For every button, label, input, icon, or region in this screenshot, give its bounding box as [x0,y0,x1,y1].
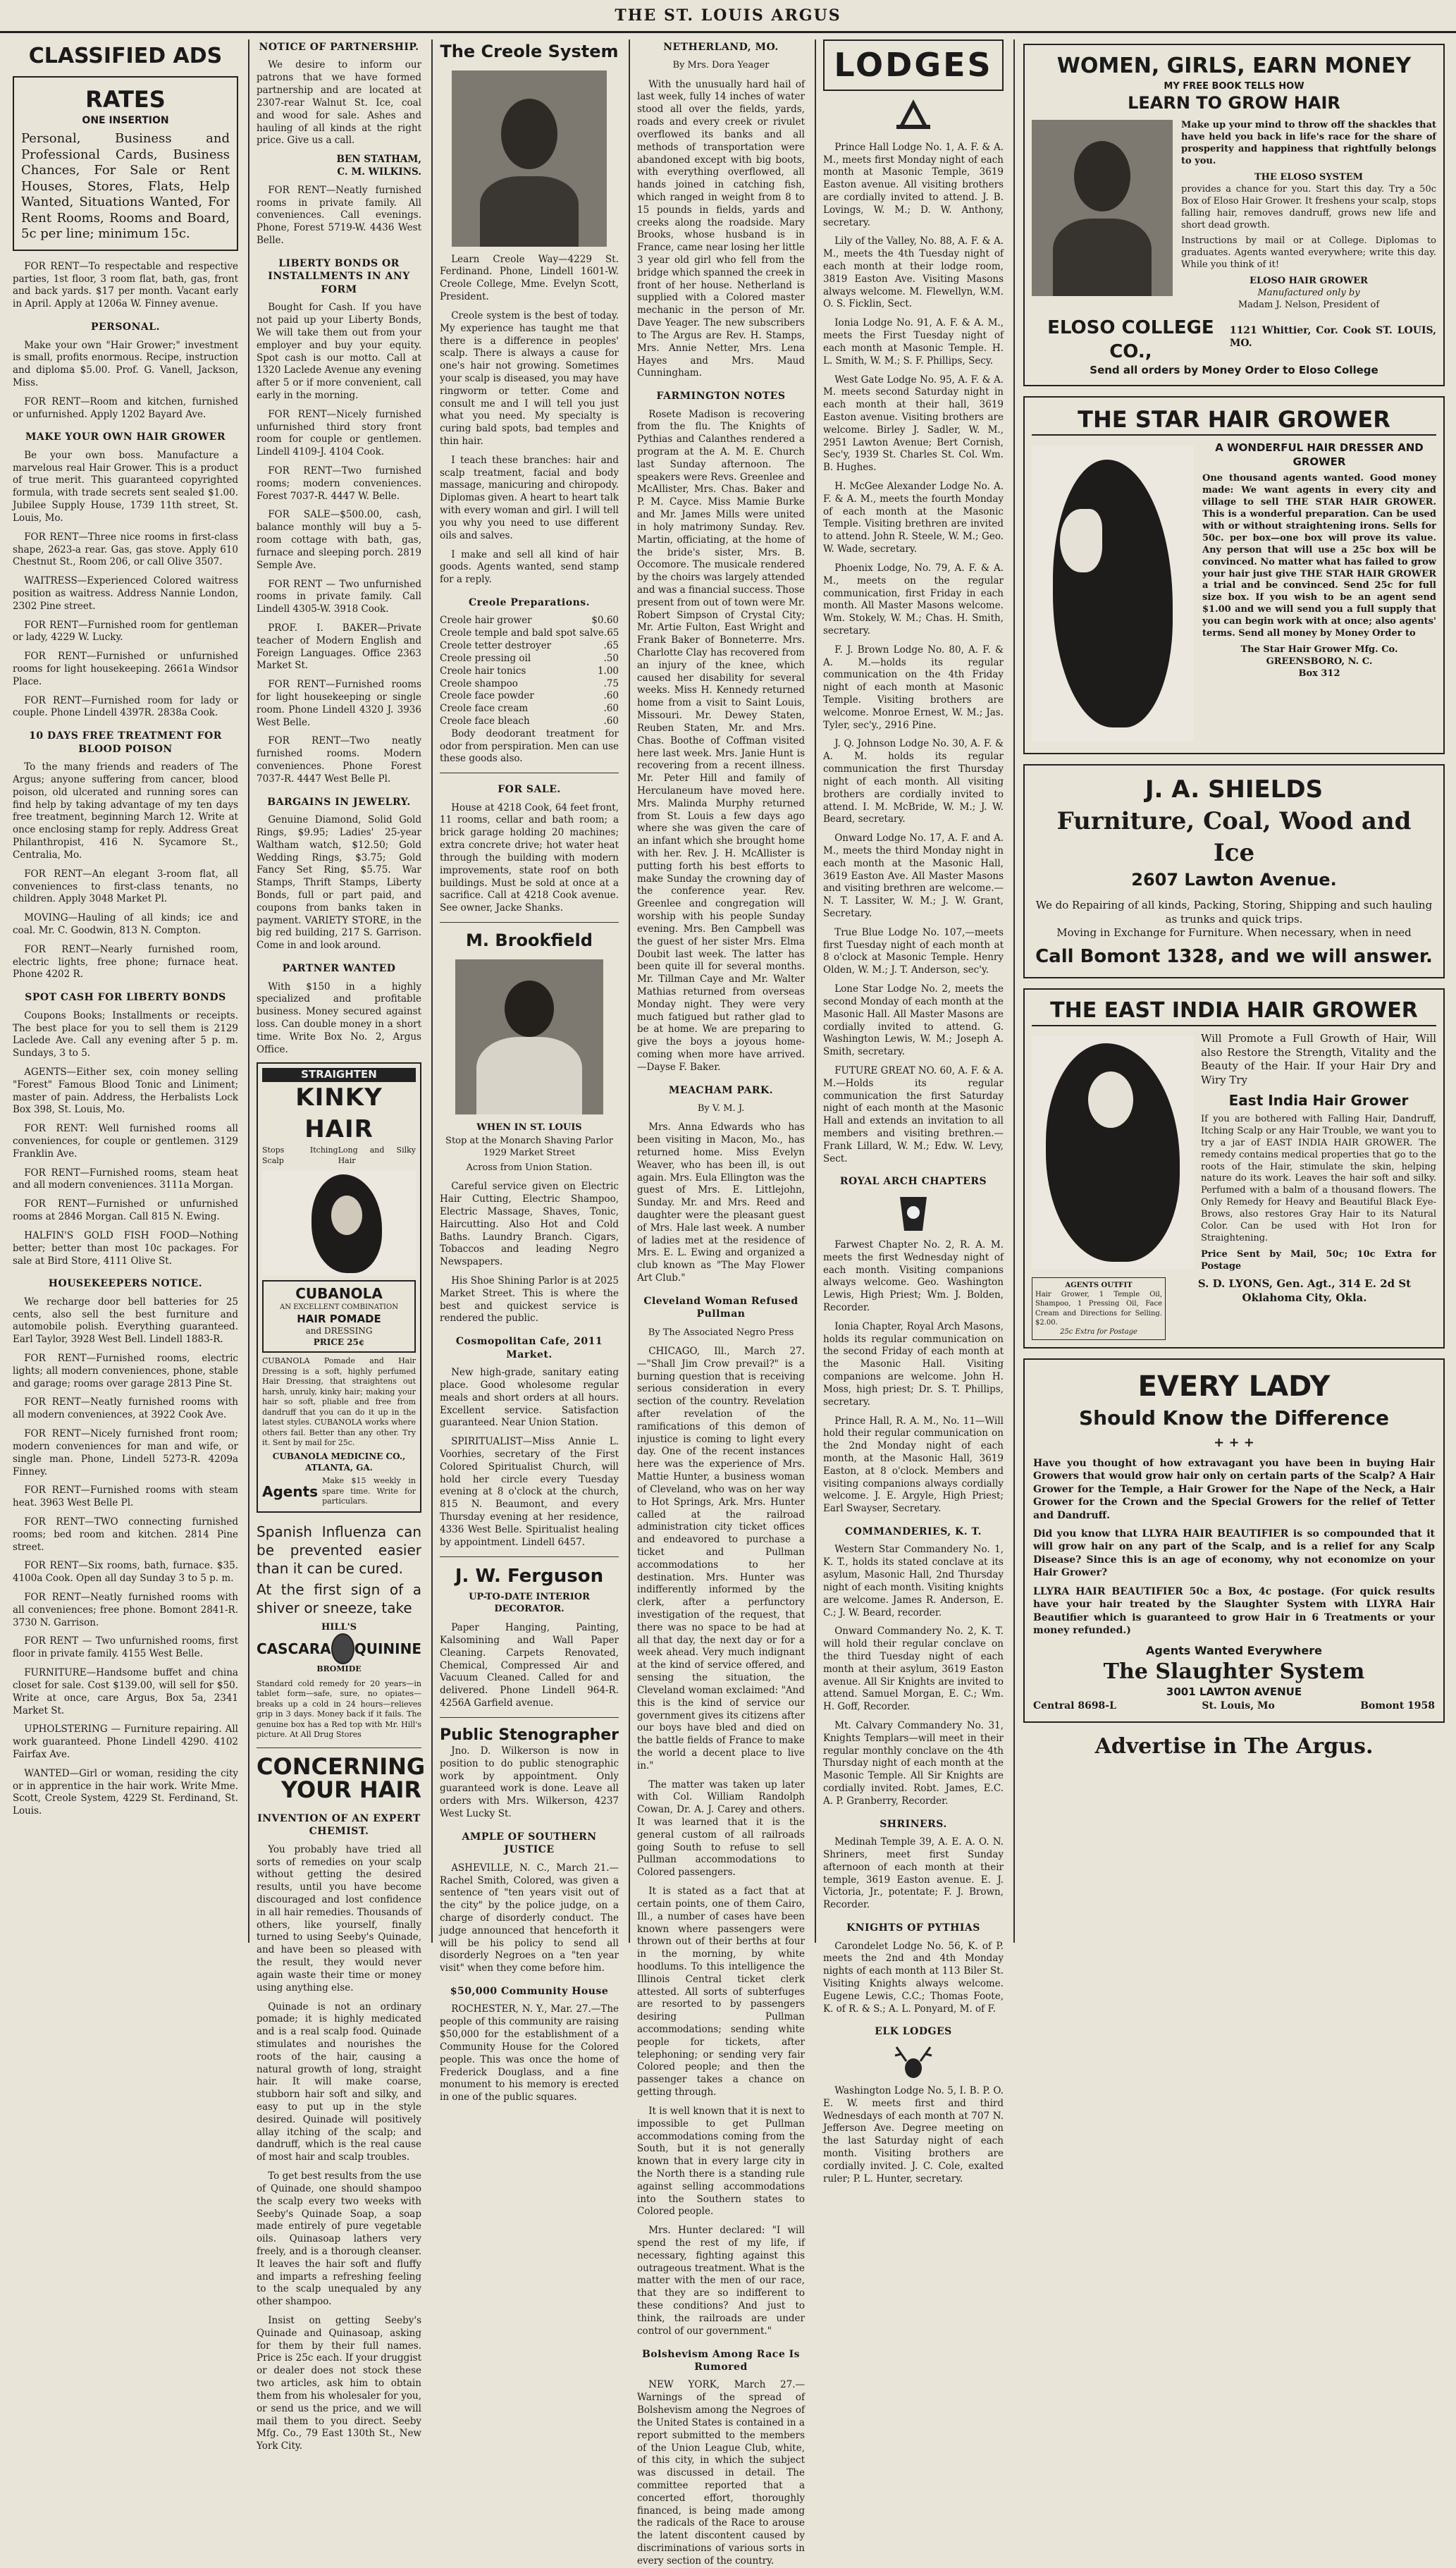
price-row [440,627,619,640]
section-heading: SPOT CASH FOR LIBERTY BONDS [25,992,226,1004]
lady-body: Did you know that LLYRA HAIR BEAUTIFIER is so compounded that it will grow hair on any part of the Scalp, and is a relief for any Scalp Disease? Since this is an age of economy, why not economize on your Hair Grower? [1033,1528,1435,1579]
mme-scott-photo [452,70,607,247]
east-name: East India Hair Grower [1228,1092,1409,1110]
classified-ad: FOR RENT—To respectable and respective parties, 1st floor, 3 room flat, bath, gas, front and back yards. $17 per month. Vacant early in April. Apply at 1206a W. Finney avenue. [13,260,238,310]
lodge-notice: Prince Hall, R. A. M., No. 11—Will hold their regular communication on the 2nd Monday night of each month, at the Masonic Hall, 3619 Easton, at 8 o'clock. Members and visiting companions always cordially welcome. J. E. Argyle, High Priest; Earl Swayser, Secretary. [823,1415,1004,1515]
ferguson-title: J. W. Ferguson [455,1565,604,1587]
madam-nelson-photo [1032,120,1173,296]
classified-ad: AGENTS—Either sex, coin money selling "Forest" Famous Blood Tonic and Liniment; master of pain. Address, the Herbalists Lock Box 398, St. Louis, Mo. [13,1066,238,1116]
section-heading: ROYAL ARCH CHAPTERS [839,1176,987,1188]
eloso-body: provides a chance for you. Start this day. Try a 50c Box of Eloso Hair Grower. It freshens your scalp, stops falling hair, removes dandruff, grows new life and short dead growth. [1181,183,1436,231]
agents-label: Agents [262,1482,319,1500]
lady-crosses: + + + [1214,1434,1254,1450]
price-item: Creole hair tonics [440,665,526,677]
kinky-ad-title: KINKY HAIR [295,1083,383,1144]
lodge-notice: True Blue Lodge No. 107,—meets first Tuesday night of each month at 8 o'clock at Masonic Temple. Henry Olden, W. M.; J. T. Anderson, sec'y. [823,926,1004,976]
cubanola-body: CUBANOLA Pomade and Hair Dressing is a soft, highly perfumed Hair Dressing, that straightens out harsh, unruly, kinky hair; making your hair so soft, pliable and free from dandruff that you can do it up in the latest styles. CUBANOLA works where others fail. Better than any other. Try it. Sent by mail for 25c. [262,1356,416,1448]
section-heading: $50,000 Community House [450,1986,609,1997]
price-item: Creole face bleach [440,715,530,727]
brookfield-caption: WHEN IN ST. LOUIS [476,1122,582,1133]
lodge-notice: Ionia Chapter, Royal Arch Masons, holds its regular communication on the second Friday of each month at the Masonic Hall. Visiting companions are welcome. John H. Moss, high priest; Dr. S. T. Phillips, secretary. [823,1320,1004,1408]
shields-ad [1023,764,1445,978]
classified-ad: FOR RENT—Furnished rooms, steam heat and all modern conveniences. 3111a Morgan. [13,1167,238,1191]
classified-ad: FOR RENT—Three nice rooms in first-class shape, 2623-a rear. Gas, gas stove. Apply 610 Chestnut St., Room 206, or call Olive 3507. [13,531,238,568]
lodge-notice: West Gate Lodge No. 95, A. F. & A. M. meets second Saturday night in each month at their hall, 3619 Easton avenue. Visiting brothers are welcome. Birley J. Sadler, W. M., 2951 Lawton Avenue; Bert Cornish, Sec'y, 1939 St. Charles St. Col. Wm. B. Hughes. [823,374,1004,474]
price-value: .65 [603,640,619,652]
kinky-ad-tagline-left: Stops Itching Scalp [262,1145,338,1165]
price-item: Creole shampoo [440,677,518,689]
east-agent [1173,1277,1436,1305]
price-row [440,690,619,703]
article-paragraph: Paper Hanging, Painting, Kalsomining and Wall Paper Cleaning. Carpets Renovated, Chemical, Compressed Air and Vacuum Cleaned. Called for and delivered. Phone Lindell 964-R. 4256A Garfield avenue. [440,1622,619,1709]
hills-logo-left: CASCARA [257,1640,331,1657]
article-paragraph: His Shoe Shining Parlor is at 2025 Market Street. This is where the best and quickest service is rendered the public. [440,1274,619,1325]
price-list [440,615,619,727]
east-body: If you are bothered with Falling Hair, Dandruff, Itching Scalp or any Hair Trouble, we want you to try a jar of EAST INDIA HAIR GROWER. The remedy contains medical properties that go to the roots of the Hair, stimulate the skin, helping nature do its work. Leaves the hair soft and silky. Perfumed with a balm of a thousand flowers. The Only Remedy for Heavy and Beautiful Black Eye-Brows, also restores Gray Hair to its Natural Color. Can be used with Hot Iron for Straightening. [1201,1114,1436,1243]
stenographer-title: Public Stenographer [440,1726,619,1744]
classified-ad: FOR RENT—Six rooms, bath, furnace. $35. 4100a Cook. Open all day Sunday 3 to 5 p. m. [13,1560,238,1585]
east-price: Price Sent by Mail, 50c; 10c Extra for Postage [1201,1248,1436,1272]
classified-ad: FOR RENT—Room and kitchen, furnished or unfurnished. Apply 1202 Bayard Ave. [13,395,238,420]
lodges-title: LODGES [834,46,993,84]
kinky-ad-tagline-right: Long and Silky Hair [338,1145,416,1165]
eloso-address: 1121 Whittier, Cor. Cook ST. LOUIS, MO. [1229,324,1436,350]
section-heading: KNIGHTS OF PYTHIAS [846,1922,980,1934]
kinky-ad-top: STRAIGHTEN [262,1068,416,1082]
price-value: $0.60 [591,615,619,627]
classified-ad: FOR RENT—Neatly furnished rooms with all conveniences; free phone. Bomont 2841-R. 3730 N. Garrison. [13,1592,238,1628]
eloso-text [1181,120,1436,311]
star-row [1032,441,1436,746]
slaughter-phone: Central 8698-L [1033,1700,1116,1712]
classified-ad: FURNITURE—Handsome buffet and china closet for sale. Cost $139.00, will sell for $50. Write at once, care Argus, Box 5a, 2341 Market St. [13,1667,238,1716]
influenza-ad-text: Spanish Influenza can be prevented easier than it can be cured. [257,1523,421,1577]
section-heading: BARGAINS IN JEWELRY. [267,796,411,808]
lodge-notice: Lone Star Lodge No. 2, meets the second Monday of each month at the Masonic Hall. All Master Masons are cordially invited to attend. G. Washington Lewis, W. M.; Joseph A. Smith, secretary. [823,983,1004,1058]
display-ads-column [1013,39,1449,1943]
star-subtitle: A WONDERFUL HAIR DRESSER AND GROWER [1215,441,1424,468]
price-row [440,665,619,678]
eloso-subline: MY FREE BOOK TELLS HOW [1164,80,1304,92]
star-title: THE STAR HAIR GROWER [1032,405,1436,436]
classified-ad: With $150 in a highly specialized and profitable business. Money secured against loss. Can double money in a short time. Write Box No. 2, Argus Office. [257,981,421,1055]
east-row [1032,1032,1436,1273]
slaughter-address: 3001 LAWTON AVENUE [1166,1685,1302,1699]
hills-logo-top: HILL'S [321,1621,357,1633]
east-lead: Will Promote a Full Growth of Hair, Will also Restore the Strength, Vitality and the Beauty of the Hair. If your Hair Dry and Wiry Try [1201,1032,1436,1086]
section-heading: PERSONAL. [90,321,160,333]
kinky-ad-taglines [262,1145,416,1166]
classified-ad: FOR RENT—Furnished rooms for light housekeeping or single room. Phone Lindell 4320 J. 3936 West Belle. [257,679,421,728]
classified-ad: FOR RENT—Nearly furnished room, electric lights, free phone; furnace heat. Phone 4202 R. [13,943,238,981]
price-row [440,640,619,653]
classified-ad: FOR RENT—Neatly furnished rooms with all modern conveniences, at 3922 Cook Ave. [13,1396,238,1421]
lodge-notice: F. J. Brown Lodge No. 80, A. F. & A. M.—holds its regular communication on the 4th Friday night of each month at Masonic Temple. Visiting brothers are welcome. Monroe Ernest, W. M.; Jas. Tyler, sec'y., 2916 Pine. [823,644,1004,731]
price-value: .65 [603,627,619,639]
section-heading: AMPLE OF SOUTHERN JUSTICE [462,1831,597,1856]
lodge-list [823,142,1004,1166]
shields-name: J. A. SHIELDS [1145,775,1324,804]
eloso-system: THE ELOSO SYSTEM [1254,171,1364,183]
article-paragraph: The matter was taken up later with Col. William Randolph Cowan, Dr. A. J. Carey and others. It was learned that it is the general custom of all railroads going South to refuse to sell Pullman accommodations to Colored passengers. [637,1778,805,1879]
classified-ad: MOVING—Hauling of all kinds; ice and coal. Mr. C. Goodwin, 813 N. Compton. [13,912,238,936]
classified-ad: To the many friends and readers of The Argus; anyone suffering from cancer, blood poison, old ulcerated and running sores can find help by taking advantage of my ten days free treatment, beginning March 12. Write at once enclosing stamp for reply. Address Great Philanthropist, 416 N. Sycamore St., Centralia, Mo. [13,761,238,861]
article-paragraph: Mrs. Anna Edwards who has been visiting in Macon, Mo., has returned home. Miss Evelyn Weaver, who has been ill, is out again. Mrs. Eula Ellington was the guest of Mrs. E. Littlejohn, Sunday. Mr. and Mrs. Reed and daughter were the pleasant guest of Mrs. Hale last week. A number of ladies met at the residence of Mrs. E. L. Ewing and organized a club known as "The May Flower Art Club." [637,1122,805,1284]
shields-body: Moving in Exchange for Furniture. When necessary, when in need [1056,926,1412,940]
price-item: Creole hair grower [440,615,532,627]
cubanola-brand: CUBANOLA [295,1285,383,1303]
classified-column [6,39,245,1943]
news-column [629,39,812,2567]
commandery-list [823,1544,1004,1807]
hills-logo-right: QUININE [354,1640,421,1657]
shields-body: We do Repairing of all kinds, Packing, Storing, Shipping and such hauling as trunks and quick trips. [1035,898,1433,926]
cubanola-jar [262,1280,416,1353]
rates-body: Personal, Business and Professional Cards, Business Chances, For Sale or Rent Houses, Stores, Flats, Help Wanted, Situations Wanted, For Rent Rooms, Rooms and Board, 5c per line; minimum 15c. [21,131,230,242]
classified-ad: WANTED—Girl or woman, residing the city or in apprentice in the hair work. Write Mme. Scott, Creole System, 4229 St. Ferdinand, St. Louis. [13,1767,238,1817]
section-heading: LIBERTY BONDS OR INSTALLMENTS IN ANY FORM [268,257,410,295]
star-body: One thousand agents wanted. Good money made: We want agents in every city and village to sell THE STAR HAIR GROWER. This is a wonderful preparation. Can be used with or without straightening irons. Sells for 50c. per box—one box will prove its value. Any person that will use a 25c box will be convinced. No matter what has failed to grow your hair just give THE STAR HAIR GROWER a trial and be convinced. Send 25c for full size box. If you wish to be an agent send $1.00 and we will send you a full supply that you can begin work with at once; also agents' terms. Send all money by Money Order to [1202,473,1436,639]
section-heading: SHRINERS. [880,1818,947,1830]
section-heading: Cleveland Woman Refused Pullman [643,1295,798,1320]
east-agent-city: Oklahoma City, Okla. [1242,1291,1367,1304]
article-paragraph: Careful service given on Electric Hair Cutting, Electric Shampoo, Electric Massage, Shaves, Tonic, Haircutting. Also Hot and Cold Baths. Laundry Branch. Cigars, Tobaccos and leading Negro Newspapers. [440,1181,619,1268]
brookfield-title: M. Brookfield [466,930,593,950]
article-paragraph: Quinade is not an ordinary pomade; it is highly medicated and is a real scalp food. Quinade stimulates and nourishes the roots of the hair, causing a natural growth of long, straight hair. It will make coarse, stubborn hair soft and silky, and easy to put up in the style desired. Quinade will positively allay itching of the scalp; and dandruff, which is the real cause of most hair and scalp troubles. [257,2001,421,2163]
classified-ad: FOR RENT—Furnished room for gentleman or lady, 4229 W. Lucky. [13,619,238,644]
price-value: .75 [603,677,619,689]
article-paragraph: CHICAGO, Ill., March 27.—"Shall Jim Crow prevail?" is a burning question that is receiving serious consideration in every section of the country. Revelation after revelation of the ramifications of this demon of injustice is coming to light every day. One of the recent instances here was the experience of Mrs. Mattie Hunter, a business woman of Cleveland, who was on her way to Hot Springs, Ark. Mrs. Hunter called at the railroad administration city ticket offices and endeavored to purchase a ticket and Pullman accommodations to her destination. Mrs. Hunter was indifferently informed by the clerk, after a perfunctory investigation of the request, that there was no space to be had at all that day, the next day or for a week ahead. Very much indignant at the kind of service offered, and sensing the situation, the Cleveland woman exclaimed: "And this is the kind of service our government gives its citizens after our boys have bled and died on the battle fields of France to make the world a decent place to live in." [637,1345,805,1771]
lodge-notice: Mt. Calvary Commandery No. 31, Knights Templars—will meet in their regular monthly conclave on the 4th Thursday night of each month at the Masonic Temple. All Sir Knights are cordially invited. Robt. James, E.C. A. P. Granberry, Recorder. [823,1720,1004,1807]
square-compass-icon [892,97,934,136]
lady-body: Have you thought of how extravagant you have been in buying Hair Growers that would grow hair only on certain parts of the Scalp? A Hair Grower for the Temple, a Hair Grower for the Nape of the Neck, a Hair Grower for the Crown and the Special Growers for the relief of Tetter and Dandruff. [1033,1457,1435,1521]
lady-subtitle: Should Know the Difference [1078,1406,1390,1430]
article-paragraph: To get best results from the use of Quinade, one should shampoo the scalp every two weeks with Seeby's Quinade Soap, a soap made entirely of pure vegetable oils. Quinasoap lathers very freely, and is a thorough cleanser. It leaves the hair soft and fluffy and imparts a refreshing feeling to the scalp unequaled by any other shampoo. [257,2170,421,2308]
section-heading: FARMINGTON NOTES [656,391,786,403]
east-india-ad [1023,988,1445,1348]
lady-body: LLYRA HAIR BEAUTIFIER 50c a Box, 4c postage. (For quick results have your hair treated by the Slaughter System with LLYRA Hair Beautifier which is guaranteed to grow Hair in 6 Treatments or your money refunded.) [1033,1585,1435,1637]
price-value: .60 [603,715,619,727]
byline: By V. M. J. [697,1103,745,1114]
price-item: Creole face powder [440,690,534,702]
section-heading: ELK LODGES [875,2026,952,2038]
section-heading: Bolshevism Among Race Is Rumored [641,2348,801,2373]
lady-title: EVERY LADY [1137,1370,1331,1403]
eloso-ad [1023,44,1445,386]
star-text [1202,441,1436,746]
east-footer [1032,1277,1436,1340]
classified-title: CLASSIFIED ADS [28,44,223,68]
agents-outfit-box [1032,1277,1166,1340]
price-item: Creole face cream [440,703,529,715]
shields-trade: Furniture, Coal, Wood and Ice [1056,807,1412,868]
classified-ad: FOR RENT—TWO connecting furnished rooms; bed room and kitchen. 2814 Pine street. [13,1516,238,1553]
classified-ad: HALFIN'S GOLD FISH FOOD—Nothing better; better than most 10c packages. For sale at Bird Store, 4111 Olive St. [13,1229,238,1267]
cubanola-price: PRICE 25¢ [313,1337,365,1348]
hills-logo-bottom: BROMIDE [316,1664,362,1674]
slaughter-city: St. Louis, Mo [1202,1700,1275,1712]
notice-body: We desire to inform our patrons that we have formed partnership and are located at 2307-rear Walnut St. Ice, coal and wood for sale. Ashes and hauling of all kinds at the right price. Give us a call. [257,59,421,147]
classified-ad: FOR RENT—Furnished rooms, electric lights; all modern conveniences, phone, stable and garage; rooms over garage 2813 Pine St. [13,1353,238,1389]
classified-ad: Bought for Cash. If you have not paid up your Liberty Bonds, We will take them out from your employer and buy your equity. Spot cash is our motto. Call at 1320 Laclede Avenue any evening after 5 or if more convenient, call early in the morning. [257,302,421,401]
price-value: .50 [603,652,619,664]
slaughter-name: The Slaughter System [1103,1659,1365,1684]
price-row [440,703,619,715]
cubanola-agents [262,1476,416,1507]
price-value: .60 [603,703,619,715]
concerning-title: CONCERNING [257,1752,426,1780]
shields-call: Call Bomont 1328, and we will answer. [1035,946,1433,968]
cubanola-line: AN EXCELLENT COMBINATION [280,1303,398,1312]
classified-ad: FOR RENT — Two unfurnished rooms in private family. Call Lindell 4305-W. 3918 Cook. [257,578,421,615]
classified-ad: FOR RENT—Nicely furnished unfurnished third story front room for couple or gentlemen. Lindell 4109-J. 4104 Cook. [257,408,421,458]
star-box: Box 312 [1298,668,1340,679]
article-paragraph: House at 4218 Cook, 64 feet front, 11 rooms, cellar and bath room; a brick garage holding 20 machines; extra concrete drive; hot water heat through the building with modern improvements, state roof on both buildings. Must be sold at once at a sacrifice. Call at 4218 Cook avenue. See owner, Jacke Shanks. [440,801,619,914]
classified-ad: FOR RENT—Neatly furnished rooms in private family. All conveniences. Call evenings. Phone, Forest 5719-W. 4436 West Belle. [257,184,421,247]
classified-ad: FOR SALE—$500.00, cash, balance monthly will buy a 5-room cottage with bath, gas, furnace and sleeping porch. 2819 Semple Ave. [257,509,421,571]
article-paragraph: Creole system is the best of today. My experience has taught me that there is a difference in peoples' scalp. There is always a cause for one's hair not growing. Sometimes your scalp is diseased, you may have ringworm or tetter. Come and consult me and I will tell you just what you need. My specialty is curing bald spots, bad temples and thin hair. [440,309,619,448]
price-value: 1.00 [597,665,619,677]
article-paragraph: It is stated as a fact that at certain points, one of them Cairo, Ill., a number of cases have been known where passengers were thrown out of their berths at four in the morning, by white hoodlums. To this intelligence the Illinois Central ticket clerk attested. All sorts of subterfuges are resorted to by passengers desiring Pullman accommodations; sending white people for tickets, after telephoning; or sending very fair Colored people; and then the passenger takes a chance on getting through. [637,1886,805,2099]
eloso-learn: LEARN TO GROW HAIR [1128,92,1340,113]
hills-logo [257,1621,421,1675]
slaughter-phone: Bomont 1958 [1360,1700,1435,1712]
classified-ad: FOR RENT—Furnished or unfurnished rooms for light housekeeping. 2661a Windsor Place. [13,651,238,687]
lodge-notice: Prince Hall Lodge No. 1, A. F. & A. M., meets first Monday night of each month at Masonic Temple, 3619 Easton avenue. All visiting brothers are cordially invited to attend. J. B. Lovings, W. M.; D. W. Anthony, secretary. [823,141,1004,228]
slaughter-footer [1033,1700,1435,1712]
price-item: Creole pressing oil [440,652,531,664]
outfit-postage: 25c Extra for Postage [1060,1327,1137,1336]
classified-ad: FOR RENT—Two furnished rooms; modern conveniences. Forest 7037-R. 4447 W. Belle. [257,465,421,502]
brookfield-photo [455,959,603,1114]
classified-ad: Coupons Books; Installments or receipts. The best place for you to sell them is 2129 Laclede Ave. Call any evening after 5 p. m. Sundays, 3 to 5. [13,1009,238,1059]
influenza-ad-text: At the first sign of a shiver or sneeze, take [257,1580,421,1616]
hills-logo-row [257,1633,421,1664]
section-heading: Creole Preparations. [468,596,591,608]
price-row [440,678,619,691]
price-row [440,653,619,665]
eloso-mfg: Manufactured only by [1257,288,1360,298]
classified-ad: PROF. I. BAKER—Private teacher of Modern English and Foreign Languages. Office 2363 Market St. [257,622,421,672]
outfit-title: AGENTS OUTFIT [1065,1282,1133,1290]
eloso-body: Make up your mind to throw off the shackles that have held you back in life's race for the share of prosperity and happiness that rightfully belongs to you. [1181,120,1436,167]
eloso-product: ELOSO HAIR GROWER [1250,276,1368,287]
lodge-notice: Lily of the Valley, No. 88, A. F. & A. M., meets the 4th Tuesday night of each month at their lodge room, 3819 Easton Ave. Visiting Masons always welcome. M. Flewellyn, W.M. O. S. Ficklin, Sect. [823,235,1004,310]
eloso-footer [1032,316,1436,364]
lodge-notice: Onward Lodge No. 17, A. F. and A. M., meets the third Monday night in each month at the Masonic Hall, 3619 Easton Ave. All Master Masons and visiting brethren are welcome.—N. T. Lassiter, W. M.; J. W. Grant, Secretary. [823,833,1004,920]
article-paragraph: ASHEVILLE, N. C., March 21.—Rachel Smith, Colored, was given a sentence of "ten years visit out of the city" by the police judge, on a charge of disorderly conduct. The judge announced that henceforth it will be his policy to send all disorderly Negroes on a "ten year visit" when they come before him. [440,1862,619,1974]
eloso-row [1032,120,1436,311]
ferguson-subtitle: UP-TO-DATE INTERIOR DECORATOR. [469,1591,590,1614]
masthead: THE ST. LOUIS ARGUS [0,0,1456,33]
long-hair-illustration [1032,1036,1194,1269]
lodge-notice: Carondelet Lodge No. 56, K. of P. meets the 2nd and 4th Monday nights of each month at 113 Biler St. Visiting Knights always welcome. Eugene Lewis, C.C.; Thomas Foote, K. of R. & S.; A. L. Ponyard, M. of F. [823,1940,1004,2015]
section-heading: NETHERLAND, MO. [663,42,779,53]
article-paragraph: Body deodorant treatment for odor from perspiration. Men can use these goods also. [440,727,619,765]
classified-ad: FOR RENT—Two neatly furnished rooms. Modern conveniences. Phone Forest 7037-R. 4447 West Belle Pl. [257,735,421,785]
section-heading: Cosmopolitan Cafe, 2011 Market. [455,1336,603,1360]
star-address: GREENSBORO, N. C. [1266,656,1373,667]
east-text [1201,1032,1436,1273]
classified-ad: WAITRESS—Experienced Colored waitress position as waitress. Address Nannie London, 2302 Pine street. [13,575,238,612]
article-paragraph: You probably have tried all sorts of remedies on your scalp without getting the desired results, until you have become discouraged and lost confidence in all hair remedies. Thousands of others, like yourself, finally turned to using Seeby's Quinade, and have been so pleased with the result, they would never again waste their time or money using anything else. [257,1843,421,1993]
article-paragraph: Jno. D. Wilkerson is now in position to do public stenographic work by appointment. Only guaranteed work is done. Leave all orders with Mrs. Wilkerson, 4237 West Lucky St. [440,1745,619,1819]
price-item: Creole tetter destroyer [440,640,552,652]
classified-ad: FOR RENT—Furnished rooms with steam heat. 3963 West Belle Pl. [13,1485,238,1509]
lodge-notice: J. Q. Johnson Lodge No. 30, A. F. & A. M. holds its regular communication the first Thursday night of each month. All visiting brothers are cordially invited to attend. I. M. McBride, W. M.; J. W. Beard, secretary. [823,738,1004,825]
lady-agents: Agents Wanted Everywhere [1146,1643,1322,1657]
classified-ad: FOR RENT—Furnished or unfurnished rooms at 2846 Morgan. Call 815 N. Ewing. [13,1198,238,1223]
article-paragraph: I teach these branches: hair and scalp treatment, facial and body massage, manicuring and chiropody. Diplomas given. A heart to heart talk with every woman and girl. I will tell you why you need to use different oils and salves. [440,454,619,541]
lodges-title-box [823,39,1004,91]
cubanola-company: CUBANOLA MEDICINE CO., ATLANTA, GA. [272,1451,406,1473]
creole-column [431,39,626,2103]
notice-signature: BEN STATHAM, [336,154,421,166]
lodge-notice: Western Star Commandery No. 1, K. T., holds its stated conclave at its asylum, Masonic Hall, 2nd Thursday night of each month. Visiting knights are welcome. James R. Anderson, E. C.; J. W. Beard, recorder. [823,1544,1004,1618]
outfit-body: Hair Grower, 1 Temple Oil, Shampoo, 1 Pressing Oil, Face Cream and Directions for Selling. $2.00. [1035,1291,1162,1327]
classified-ad: Be your own boss. Manufacture a marvelous real Hair Grower. This is a product of true merit. This guaranteed copyrighted formula, with trade secrets sent sealed $1.00. Jubilee Supply House, 1739 11th street, St. Louis, Mo. [13,449,238,524]
lodge-notice: Medinah Temple 39, A. E. A. O. N. Shriners, meet first Sunday afternoon of each month at their temple, 3619 Easton avenue. E. J. Victoria, Jr., potentate; F. J. Brown, Recorder. [823,1836,1004,1911]
section-heading: 10 DAYS FREE TREATMENT FOR BLOOD POISON [29,730,222,755]
shields-address: 2607 Lawton Avenue. [1131,870,1337,890]
east-title: THE EAST INDIA HAIR GROWER [1032,997,1436,1026]
lodge-notice: FUTURE GREAT NO. 60, A. F. & A. M.—Holds its regular communication the first Saturday night of each month at the Masonic Hall and extends an invitation to all members and visiting brethren.—Frank Lillard, W. M.; Edw. W. Levy, Sect. [823,1064,1004,1165]
chapter-list [823,1239,1004,1516]
article-paragraph: NEW YORK, March 27.—Warnings of the spread of Bolshevism among the Negroes of the United States is contained in a report submitted to the members of the Union League Club, white, of this city, in which the subject was discussed in detail. The committee reported that a concerted effort, thoroughly financed, is being made among the radicals of the Race to arouse the latent discontent caused by discriminations of various sorts in every section of the country. [637,2379,805,2567]
cubanola-line: HAIR POMADE [297,1312,381,1325]
lodge-notice: H. McGee Alexander Lodge No. A. F. & A. M., meets the fourth Monday of each month at the Masonic Temple. Visiting brethren are invited to attend. John R. Steele, W. M.; Geo. W. Wade, secretary. [823,481,1004,555]
article-paragraph: Mrs. Hunter declared: "I will spend the rest of my life, if necessary, fighting against this outrageous treatment. What is the matter with the men of our race, that they are so indifferent to these conditions? And just to think, the railroads are under control of our government." [637,2225,805,2337]
section-heading: COMMANDERIES, K. T. [845,1526,982,1537]
creole-title: The Creole System [440,42,619,61]
agents-text: Make $15 weekly in spare time. Write for particulars. [322,1476,416,1506]
elk-head-icon [892,2044,934,2079]
eloso-college: ELOSO COLLEGE CO., [1047,317,1214,363]
section-heading: FOR SALE. [498,784,561,796]
eloso-madam: Madam J. Nelson, President of [1238,299,1380,310]
east-agent-name: S. D. LYONS, Gen. Agt., 314 E. 2d St [1197,1277,1412,1291]
lodges-column [815,39,1011,2185]
article-paragraph: Insist on getting Seeby's Quinade and Quinasoap, asking for them by their full names. Price is 25c each. If your druggist or dealer does not stock these two articles, ask him to obtain them from his wholesaler for you, or send us the price, and we will mail them to you direct. Seeby Mfg. Co., 79 East 130th St., New York City. [257,2315,421,2452]
section-heading: HOUSEKEEPERS NOTICE. [48,1278,203,1290]
eloso-instructions: Instructions by mail or at College. Diplomas to graduates. Agents wanted everywhere; write this day. While you think of it! [1181,235,1436,271]
article-paragraph: With the unusually hard hail of last week, fully 14 inches of water stood all over the fields, yards, roads and every creek or rivulet overflowed its banks and all methods of transportation were abandoned except with big boots, with everything overflowed, all hands joined in catching fish, which ranged in weight from 8 to 15 pounds in fields, yards and creeks along the roadside. Mary Brooks, whose husband is in France, came near losing her little 3 year old girl who fell from the bridge which spanned the creek in front of her house. Netherland is supplied with a Colored master mechanic in the person of Mr. Dave Yeager. The new subscribers to The Argus are Rev. H. Stamps, Mrs. Annie Netter, Mrs. Lena Hayes and Mrs. Maud Cunningham. [637,78,805,379]
rates-title: RATES [85,85,166,113]
byline: By Mrs. Dora Yeager [672,60,770,71]
article-paragraph: I make and sell all kind of hair goods. Agents wanted, send stamp for a reply. [440,548,619,586]
eloso-send: Send all orders by Money Order to Eloso College [1090,364,1378,377]
cubanola-line: and DRESSING [305,1326,373,1337]
byline: By The Associated Negro Press [648,1327,794,1338]
woman-portrait-illustration [262,1170,416,1276]
classified-ad: We recharge door bell batteries for 25 cents, also sell the best furniture and automobile polish. Everything guaranteed. Earl Taylor, 3928 West Bell. Lindell 1883-R. [13,1296,238,1346]
notices-column [248,39,428,2452]
classified-ad: Genuine Diamond, Solid Gold Rings, $9.95; Ladies' 25-year Waltham watch, $12.50; Gold Wedding Rings, $3.75; Gold Fancy Set Ring, $5.75. War Stamps, Thrift Stamps, Liberty Bonds, full or part paid, and coupons from banks taken in payment. VARIETY STORE, in the big red building, 217 S. Garrison. Come in and look around. [257,814,421,952]
eloso-headline: WOMEN, GIRLS, EARN MONEY [1056,54,1412,78]
advertise-banner: Advertise in The Argus. [1094,1733,1374,1759]
profile-hair-illustration [1032,446,1194,742]
lodge-notice: Onward Commandery No. 2, K. T. will hold their regular conclave on the third Tuesday night of each month at their asylum, 3619 Easton avenue. All Sir Knights are invited to attend. Samuel Morgan, E. C.; Wm. H. Goff, Recorder. [823,1626,1004,1713]
lodge-notice: Phoenix Lodge, No. 79, A. F. & A. M., meets on the regular communication, first Friday in each month. All Master Masons welcome. Wm. Stokely, W. M.; Chas. H. Smith, secretary. [823,562,1004,637]
price-value: .60 [603,690,619,702]
classified-ad: FOR RENT—Nicely furnished front room; modern conveniences for man and wife, or single man. Phone, Lindell 5273-R. 4209a Finney. [13,1428,238,1477]
hills-body: Standard cold remedy for 20 years—in tablet form—safe, sure, no opiates—breaks up a cold in 24 hours—relieves grip in 3 days. Money back if it fails. The genuine box has a Red top with Mr. Hill's picture. At All Drug Stores [257,1678,421,1740]
lodge-notice: Washington Lodge No. 5, I. B. P. O. E. W. meets first and third Wednesdays of each month at 707 N. Jefferson Ave. Degree meeting on the last Saturday night of each month. Visiting brothers are cordially invited. J. C. Cole, exalted ruler; P. L. Hunter, secretary. [823,2084,1004,2185]
article-paragraph: It is well known that it is next to impossible to get Pullman accommodations coming from the South, but it is not generally known that in every large city in the North there is a standing rule against selling accommodations into the Southern states to Colored people. [637,2105,805,2218]
notice-signature: C. M. WILKINS. [337,166,421,178]
section-heading: INVENTION OF AN EXPERT CHEMIST. [257,1812,421,1838]
star-company: The Star Hair Grower Mfg. Co. [1240,644,1398,655]
star-hair-grower-ad [1023,396,1445,754]
price-row [440,615,619,627]
section-heading: NOTICE OF PARTNERSHIP. [259,42,419,53]
article-paragraph: ROCHESTER, N. Y., Mar. 27.—The people of this community are raising $50,000 for the establishment of a Community House for the Colored people. This was once the home of Frederick Douglass, and a fine monument to his memory is erected in one of the public squares. [440,2003,619,2103]
article-paragraph: Rosete Madison is recovering from the flu. The Knights of Pythias and Calanthes rendered a program at the A. M. E. Church last Sunday afternoon. The speakers were Revs. Greenlee and McAllister, Mrs. Chas. Baker and P. M. Cayce. Miss Mamie Burke and Mr. James Mills were united in holy matrimony Sunday. Rev. Martin, officiating, at the home of the bride's sister, Mrs. B. Occomore. The musicale rendered by the choirs was largely attended and was a financial success. Those present from out of town were Mr. Robert Simpson of Crystal City; Mr. Artie Fulton, East Wright and Frank Baker of Bonneterre. Mrs. Charlotte Clay has recovered from an injury of the knee, which caused her disability for several weeks. Miss H. Kennedy returned home from a visit to Saint Louis, Missouri. Mr. Dewey Staten, Reuben Staten, Mr. and Mrs. Chas. Boothe of Coffman visited here last week. Mrs. Janie Hunt is recovering from a recent illness. Mr. Peter Hill and family of Herculaneum have moved here. Mrs. Malinda Murphy returned from St. Louis a few days ago where she was given the care of an infant which she brought home with her. Rev. J. H. McAllister is putting forth his best efforts to make Sunday the crowning day of the conference year. Rev. Greenlee and congregation will worship with his people Sunday evening. Mrs. Ben Campbell was the guest of her sister Mrs. Elma Doubit last week. The latter has been quite ill for several months. Mr. Tillman Caye and Mr. Walter Mathias returned from overseas Monday night. They were very much fatigued but rather glad to be at home. We are preparing to give the boys a joyous home-coming when more have arrived.—Dayse F. Baker. [637,408,805,1073]
creole-caption: Learn Creole Way—4229 St. Ferdinand. Phone, Lindell 1601-W. Creole College, Mme. Evelyn Scott, President. [440,253,619,303]
classified-ad: Make your own "Hair Grower;" investment is small, profits enormous. Recipe, instruction and diploma $5.00. Prof. G. Vanell, Jackson, Miss. [13,339,238,388]
section-heading: MAKE YOUR OWN HAIR GROWER [25,431,226,443]
classified-ad: FOR RENT: Well furnished rooms all conveniences, for couple or gentlemen. 3129 Franklin Ave. [13,1123,238,1160]
concerning-title: YOUR HAIR [280,1776,421,1804]
price-row [440,715,619,728]
brookfield-caption: Stop at the Monarch Shaving Parlor 1929 Market Street [445,1135,613,1158]
section-heading: PARTNER WANTED [282,963,396,975]
price-item: Creole temple and bald spot salve [440,627,604,639]
keystone-icon [896,1194,931,1234]
llyra-ad [1023,1358,1445,1723]
classified-ad: FOR RENT—Furnished room for lady or couple. Phone Lindell 4397R. 2838a Cook. [13,694,238,719]
classified-ad: UPHOLSTERING — Furniture repairing. All work guaranteed. Phone Lindell 4290. 4102 Fairfax Ave. [13,1724,238,1760]
classified-ad: FOR RENT — Two unfurnished rooms, first floor in private family. 4155 West Belle. [13,1635,238,1660]
lodge-notice: Farwest Chapter No. 2, R. A. M. meets the first Wednesday night of each month. Visiting companions always welcome. Geo. Washington Lewis, High Priest; Wm. J. Bolden, Recorder. [823,1239,1004,1313]
section-heading: MEACHAM PARK. [668,1084,774,1096]
brookfield-caption: Across from Union Station. [466,1162,593,1174]
lodge-notice: Ionia Lodge No. 91, A. F. & A. M., meets the First Tuesday night of each month at Masonic Temple. H. L. Smith, W. M.; S. F. Phillips, Secy. [823,317,1004,367]
rates-subtitle: ONE INSERTION [82,114,169,126]
kinky-hair-ad [257,1062,421,1512]
article-paragraph: SPIRITUALIST—Miss Annie L. Voorhies, secretary of the First Colored Spiritualist Church, will hold her circle every Tuesday evening at 8 o'clock at the church, 815 N. Beaumont, and every Thursday evening at her residence, 4336 West Belle. Spiritualist healing by appointment. Lindell 6457. [440,1436,619,1548]
article-paragraph: New high-grade, sanitary eating place. Good wholesome regular meals and short orders at all hours. Excellent service. Satisfaction guaranteed. Near Union Station. [440,1367,619,1429]
hills-portrait-icon [331,1633,354,1664]
classified-ad: FOR RENT—An elegant 3-room flat, all conveniences to first-class tenants, no children. Apply 3048 Market Pl. [13,868,238,905]
rates-box [13,76,238,251]
